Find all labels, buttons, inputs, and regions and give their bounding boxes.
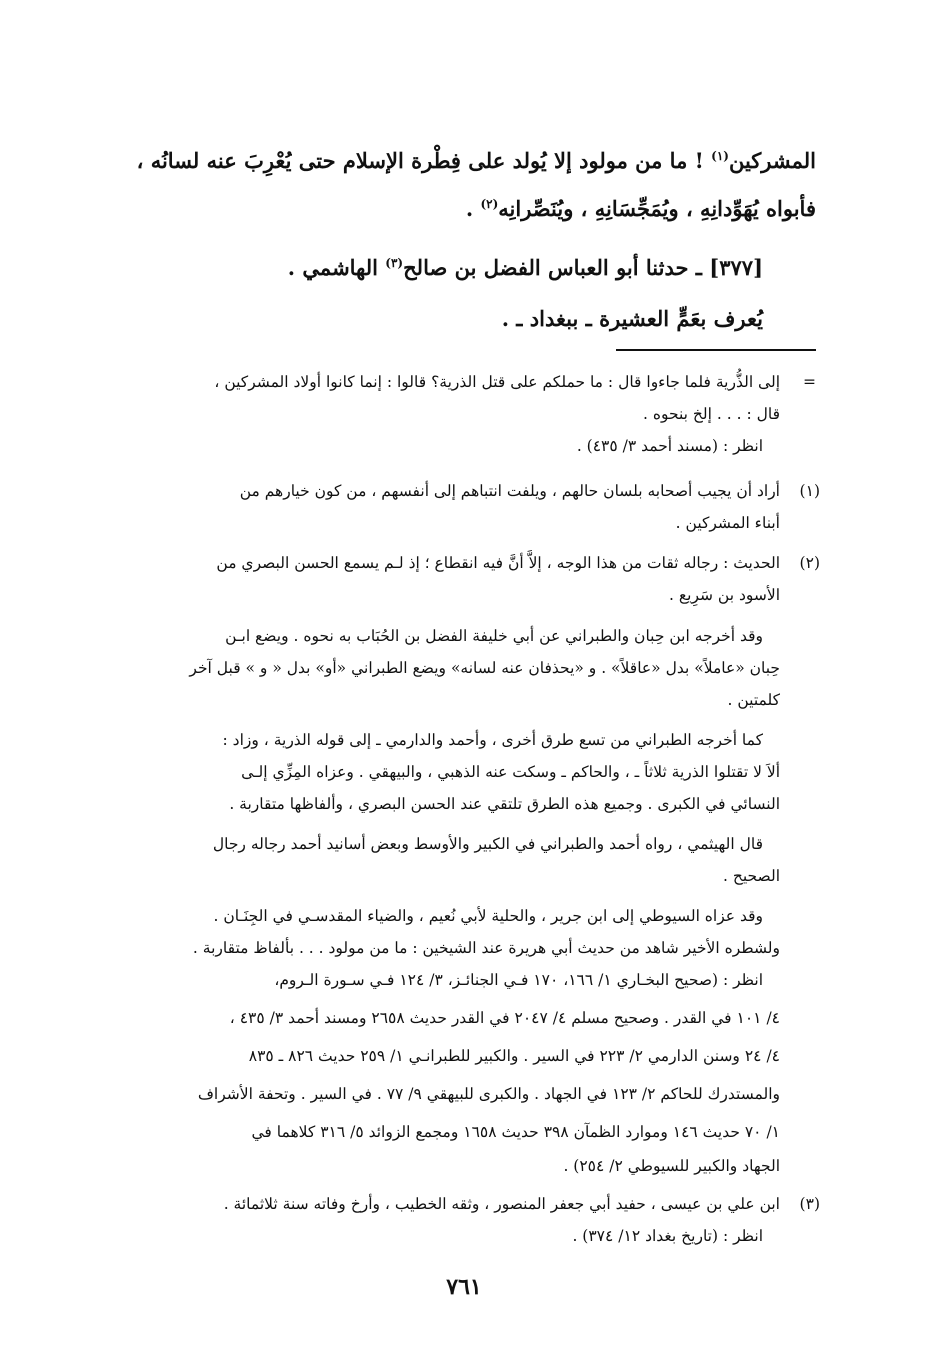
- footnote-marker-2: (٢): [799, 554, 820, 572]
- footnote-line: ٤/ ١٠١ في القدر . وصحيح مسلم ٤/ ٢٠٤٧ في القدر حديث ٢٦٥٨ ومسند أحمد ٣/ ٤٣٥ ،: [229, 1009, 780, 1027]
- page-number: ٧٦١: [446, 1274, 482, 1300]
- footnote-ref-1[interactable]: (١): [711, 149, 729, 163]
- footnote-line: ١/ ٧٠ حديث ١٤٦ وموارد الظمآن ٣٩٨ حديث ١٦٥٨ ومجمع الزوائد ٥/ ٣١٦ كلاهما في: [251, 1123, 780, 1141]
- footnote-line: الجهاد والكبير للسيوطي ٢/ ٢٥٤) .: [563, 1157, 780, 1175]
- footnote-line: ولشطره الأخير شاهد من حديث أبي هريرة عند الشيخين : ما من مولود . . . بألفاظ متقاربة .: [192, 939, 780, 957]
- footnote-line: إلى الذُّرية فلما جاءوا قال : ما حملكم على قتل الذرية؟ قالوا : إنما كانوا أولاد المشركين ،: [214, 373, 780, 391]
- footnote-line: الصحيح .: [722, 867, 780, 885]
- footnote-line: كما أخرجه الطبراني من تسع طرق أخرى ، وأحمد والدارمي ـ إلى قوله الذرية ، وزاد :: [222, 731, 763, 749]
- hadith-heading: [112, 252, 763, 284]
- footnote-ref-2[interactable]: (٢): [480, 197, 499, 211]
- footnote-line: كلمتين .: [727, 691, 780, 709]
- footnote-line: انظر : (تاريخ بغداد ١٢/ ٣٧٤) .: [572, 1227, 763, 1245]
- main-text-fragment: ! ما من مولود إلا يُولد على فِطْرة الإسلام حتى يُعْرِبَ عنه لسانُه ،: [136, 148, 712, 173]
- footnote-separator: [616, 349, 816, 351]
- footnote-line: قال الهيثمي ، رواه أحمد والطبراني في الكبير والأوسط وبعض أسانيد أحمد رجاله رجال: [212, 835, 763, 853]
- hadith-heading-text: الهاشمي .: [287, 255, 386, 280]
- footnote-line: أراد أن يجيب أصحابه بلسان حالهم ، ويلفت انتباهم إلى أنفسهم ، من كون خيارهم من: [239, 482, 780, 500]
- footnote-continuation-marker: =: [803, 373, 816, 391]
- footnote-marker-3: (٣): [799, 1195, 820, 1213]
- footnote-line: أبناء المشركين .: [675, 514, 780, 532]
- footnote-ref-3[interactable]: (٣): [385, 256, 404, 270]
- main-text-fragment: المشركين: [728, 148, 816, 173]
- hadith-heading-text: [٣٧٧] ـ حدثنا أبو العباس الفضل بن صالح: [403, 255, 763, 280]
- main-text-fragment: .: [465, 196, 481, 221]
- footnote-line: والمستدرك للحاكم ٢/ ١٢٣ في الجهاد . والكبرى للبيهقي ٩/ ٧٧ . في السير . وتحفة الأشراف: [197, 1085, 780, 1103]
- footnote-line: ابن علي بن عيسى ، حفيد أبي جعفر المنصور ، وثقه الخطيب ، وأرخ وفاته سنة ثلاثمائة .: [223, 1195, 780, 1213]
- footnote-line: وقد عزاه السيوطي إلى ابن جرير ، والحلية لأبي نُعيم ، والضياء المقدسـي في الجِنَـان .: [213, 907, 763, 925]
- main-text-line-1: [112, 145, 816, 177]
- footnote-line: الأسود بن سَرِيع .: [669, 586, 780, 604]
- main-text-line-2: [112, 193, 816, 225]
- footnote-line: النسائي في الكبرى . وجميع هذه الطرق تلتقي عند الحسن البصري ، وألفاظها متقاربة .: [229, 795, 780, 813]
- footnote-line: حِبان «عاملاً» بدل «عاقلاً» . و «يحذفان عنه لسانه» ويضع الطبراني «أو» بدل « و » قبل آخر: [189, 659, 780, 677]
- footnote-line: الحديث : رجاله ثقات من هذا الوجه ، إلاَّ أنَّ فيه انقطاع ؛ إذ لـم يسمع الحسن البصري من: [216, 554, 780, 572]
- main-text-fragment: فأبواه يُهَوِّدانِهِ ، ويُمَجِّسَانِهِ ، ويُنَصِّرانِه: [498, 196, 816, 221]
- footnote-line: انظر : (مسند أحمد ٣/ ٤٣٥) .: [576, 437, 763, 455]
- footnote-line: ألاَ لا تقتلوا الذرية ثلاثاً ـ ، والحاكم ـ وسكت عنه الذهبي ، والبيهقي . وعزاه المِزِّي إلـى: [241, 763, 780, 781]
- main-text-line-4: يُعرف بعَمٍّ العشيرة ـ ببغداد ـ .: [501, 306, 763, 331]
- footnote-line: ٤/ ٢٤ وسنن الدارمي ٢/ ٢٢٣ في السير . والكبير للطبرانـي ١/ ٢٥٩ حديث ٨٢٦ ـ ٨٣٥: [248, 1047, 780, 1065]
- footnote-marker-1: (١): [799, 482, 820, 500]
- footnote-line: قال : . . . إلخ بنحوه .: [643, 405, 780, 423]
- footnote-line: انظر : (صحيح البخـاري ١/ ١٦٦، ١٧٠ فـي الجنائـز، ٣/ ١٢٤ فـي سـورة الـروم،: [274, 971, 763, 989]
- footnote-line: وقد أخرجه ابن حِبان والطبراني عن أبي خليفة الفضل بن الحُبَاب به نحوه . ويضع ابـن: [225, 627, 763, 645]
